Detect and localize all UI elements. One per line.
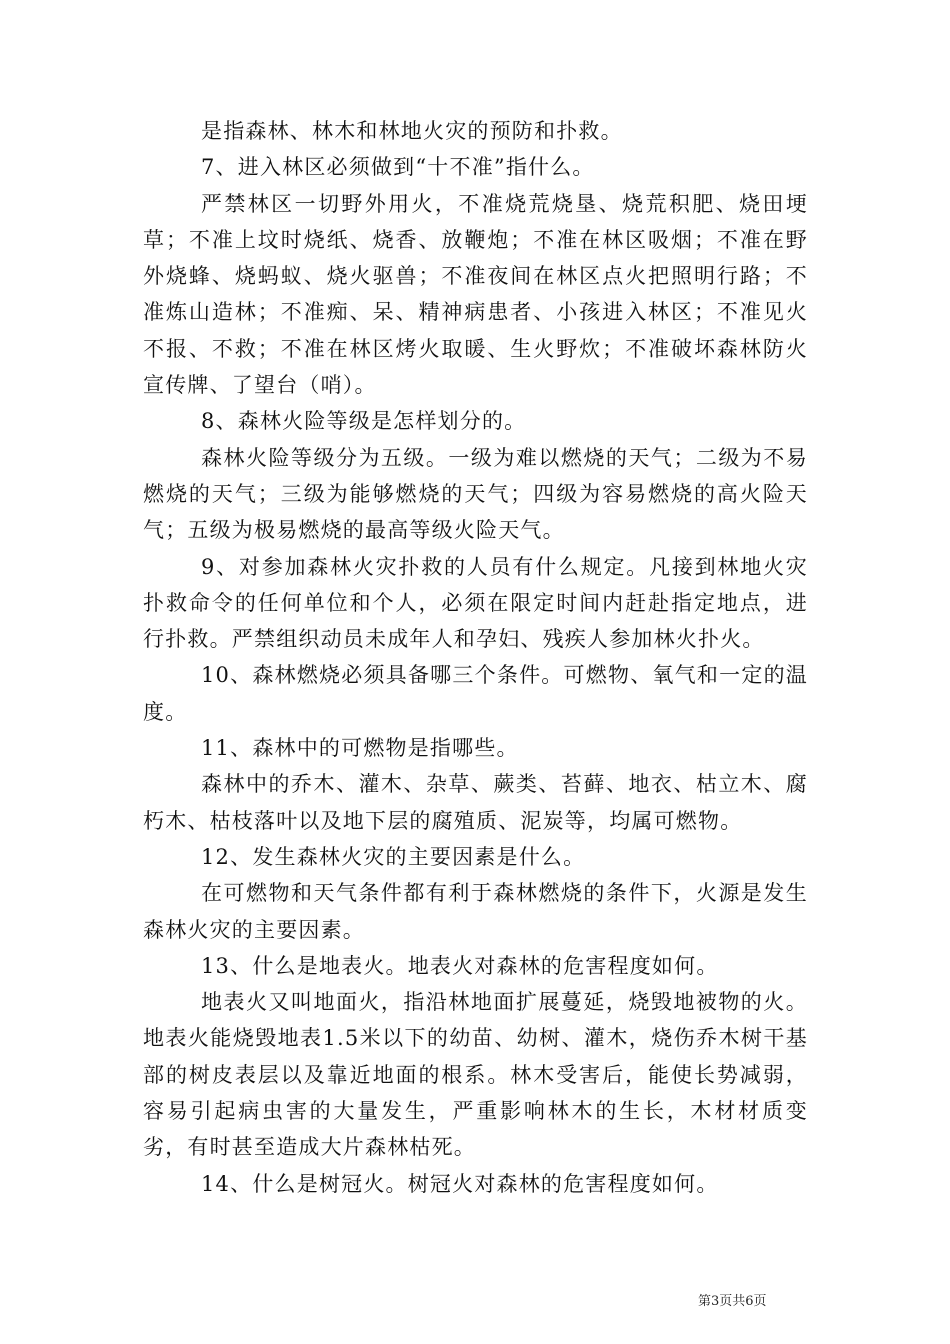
question-11: 11、森林中的可燃物是指哪些。	[201, 736, 519, 761]
question-answer-9: 9、对参加森林火灾扑救的人员有什么规定。凡接到林地火灾扑救命令的任何单位和个人，必须在限定时间内赶赴指定地点，进行扑救。严禁组织动员未成年人和孕妇、残疾人参加林火扑火。	[143, 554, 808, 652]
question-12: 12、发生森林火灾的主要因素是什么。	[201, 844, 586, 869]
answer-7: 严禁林区一切野外用火，不准烧荒烧垦、烧荒积肥、烧田埂草；不准上坟时烧纸、烧香、放鞭炮；不准在林区吸烟；不准在野外烧蜂、烧蚂蚁、烧火驱兽；不准夜间在林区点火把照明行路；不准炼山造林；不准痴、呆、精神病患者、小孩进入林区；不准见火不报、不救；不准在林区烤火取暖、生火野炊；不准破坏森林防火宣传牌、了望台（哨）。	[143, 191, 808, 398]
question-8: 8、森林火险等级是怎样划分的。	[201, 409, 527, 434]
question-7: 7、进入林区必须做到“十不准”指什么。	[201, 155, 595, 180]
answer-11: 森林中的乔木、灌木、杂草、蕨类、苔藓、地衣、枯立木、腐朽木、枯枝落叶以及地下层的腐殖质、泥炭等，均属可燃物。	[143, 772, 808, 833]
page-number: 第3页共6页	[698, 1294, 767, 1309]
document-body	[143, 113, 808, 1202]
paragraph-continuation: 是指森林、林木和林地火灾的预防和扑救。	[201, 119, 623, 143]
answer-13: 地表火又叫地面火，指沿林地面扩展蔓延，烧毁地被物的火。地表火能烧毁地表1.5米以下的幼苗、幼树、灌木，烧伤乔木树干基部的树皮表层以及靠近地面的根系。林木受害后，能使长势减弱，容易引起病虫害的大量发生，严重影响林木的生长，木材材质变劣，有时甚至造成大片森林枯死。	[143, 990, 808, 1160]
question-14: 14、什么是树冠火。树冠火对森林的危害程度如何。	[201, 1171, 719, 1196]
question-answer-10: 10、森林燃烧必须具备哪三个条件。可燃物、氧气和一定的温度。	[143, 663, 808, 724]
question-13: 13、什么是地表火。地表火对森林的危害程度如何。	[201, 953, 719, 978]
answer-12: 在可燃物和天气条件都有利于森林燃烧的条件下，火源是发生森林火灾的主要因素。	[143, 881, 808, 942]
answer-8: 森林火险等级分为五级。一级为难以燃烧的天气；二级为不易燃烧的天气；三级为能够燃烧的天气；四级为容易燃烧的高火险天气；五级为极易燃烧的最高等级火险天气。	[143, 445, 808, 543]
